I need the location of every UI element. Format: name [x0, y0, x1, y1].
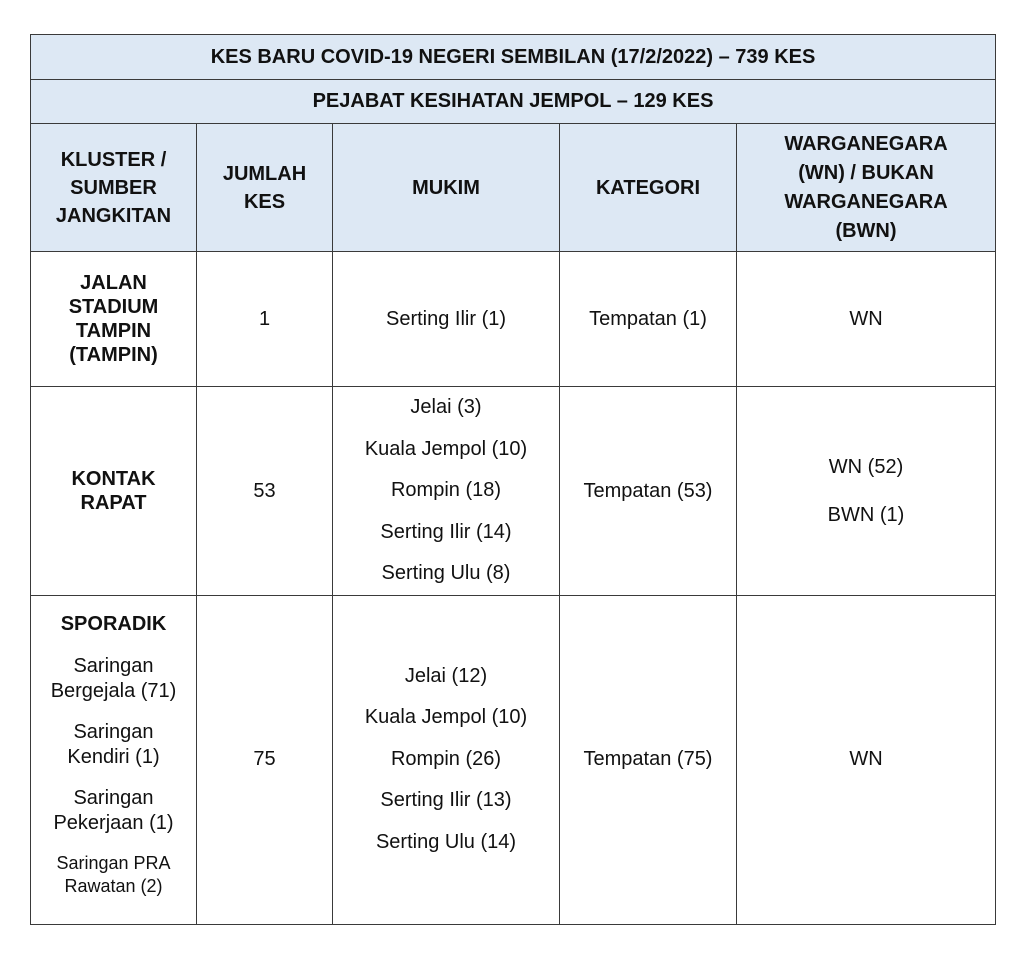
wn-cell — [737, 387, 996, 596]
mukim-item: Serting Ulu (14) — [375, 830, 517, 853]
header-warganegara — [737, 124, 996, 252]
cluster-line: JALAN — [80, 272, 147, 294]
header-kluster — [31, 124, 197, 252]
header-wn-line: WARGANEGARA — [784, 132, 948, 155]
header-kluster-line: SUMBER — [70, 176, 157, 199]
sub-item — [51, 654, 177, 704]
sub-item-line: Saringan — [73, 720, 154, 743]
mukim-item: Rompin (18) — [390, 479, 502, 501]
header-jumlah — [197, 124, 333, 252]
cluster-line: RAPAT — [80, 491, 147, 514]
mukim-cell — [333, 387, 560, 596]
header-kluster-line: JANGKITAN — [55, 204, 172, 227]
jumlah-cell: 75 — [197, 595, 333, 924]
kategori-cell: Tempatan (53) — [560, 387, 737, 596]
table-row — [31, 595, 996, 924]
mukim-item: Kuala Jempol (10) — [364, 706, 528, 729]
sub-item-line: Bergejala (71) — [50, 679, 177, 702]
cluster-cell — [31, 252, 197, 387]
table-title: KES BARU COVID-19 NEGERI SEMBILAN (17/2/2022) – 739 KES — [31, 35, 996, 80]
wn-item: WN — [849, 307, 883, 330]
jumlah-cell: 1 — [197, 252, 333, 387]
jumlah-cell: 53 — [197, 387, 333, 596]
sporadik-block — [31, 596, 196, 924]
header-wn-line: (BWN) — [835, 219, 897, 242]
sub-item-line: Kendiri (1) — [67, 745, 160, 768]
sub-item-line: Pekerjaan (1) — [53, 811, 174, 834]
header-wn-line: WARGANEGARA — [784, 190, 948, 213]
mukim-item: Serting Ilir (13) — [380, 789, 512, 812]
cluster-line: TAMPIN — [75, 320, 152, 342]
sub-item — [56, 852, 170, 898]
sub-item — [67, 720, 159, 770]
mukim-item: Kuala Jempol (10) — [364, 437, 528, 460]
wn-cell — [737, 595, 996, 924]
header-kategori: KATEGORI — [560, 124, 737, 252]
wn-item: WN — [849, 748, 883, 771]
table-row — [31, 387, 996, 596]
mukim-item: Rompin (26) — [390, 747, 502, 770]
mukim-item: Jelai (3) — [410, 396, 482, 418]
header-kluster-line: KLUSTER / — [60, 148, 167, 171]
header-jumlah-line: JUMLAH — [222, 162, 307, 185]
table-subtitle: PEJABAT KESIHATAN JEMPOL – 129 KES — [31, 80, 996, 124]
wn-item: BWN (1) — [827, 503, 905, 526]
cluster-cell — [31, 595, 197, 924]
sub-item-line: Saringan — [73, 786, 154, 809]
table-row — [31, 252, 996, 387]
covid-cases-table — [30, 34, 996, 925]
wn-item: WN (52) — [828, 455, 904, 478]
header-mukim: MUKIM — [333, 124, 560, 252]
header-jumlah-line: KES — [243, 190, 286, 213]
kategori-cell: Tempatan (75) — [560, 595, 737, 924]
mukim-item: Serting Ulu (8) — [381, 562, 511, 584]
mukim-cell — [333, 595, 560, 924]
cluster-line: KONTAK — [71, 467, 156, 490]
sub-item-line: Saringan PRA — [56, 852, 171, 873]
mukim-item: Serting Ilir (1) — [385, 307, 507, 330]
cluster-line: STADIUM — [68, 296, 159, 318]
sub-item-line: Saringan — [73, 654, 154, 677]
header-wn-line: (WN) / BUKAN — [798, 161, 934, 184]
mukim-cell — [333, 252, 560, 387]
cluster-head: SPORADIK — [60, 612, 167, 635]
sub-item-line: Rawatan (2) — [64, 875, 163, 896]
sub-item — [53, 786, 173, 836]
cluster-line: (TAMPIN) — [69, 344, 158, 366]
mukim-item: Jelai (12) — [404, 664, 488, 687]
kategori-cell: Tempatan (1) — [560, 252, 737, 387]
header-row — [31, 124, 996, 252]
mukim-item: Serting Ilir (14) — [380, 520, 512, 543]
wn-cell — [737, 252, 996, 387]
cluster-cell — [31, 387, 197, 596]
